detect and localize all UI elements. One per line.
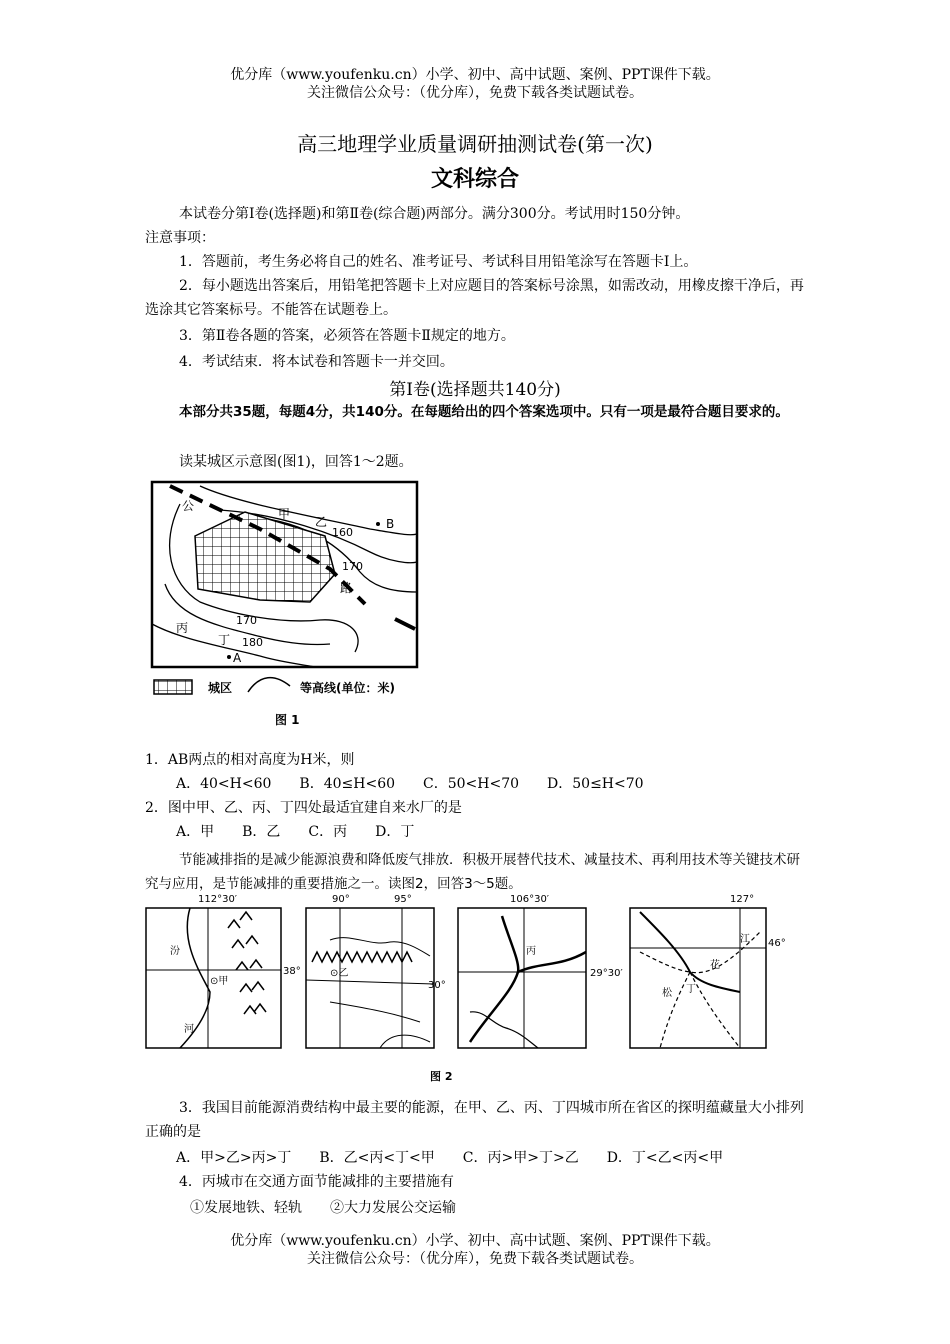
q1-option-a: A．40<H<60 — [176, 776, 272, 792]
figure-2-panel-2 — [306, 894, 446, 1048]
page-subtitle: 文科综合 — [430, 166, 519, 192]
notice-item-2: 2．每小题选出答案后，用铅笔把答题卡上对应题目的答案标号涂黑，如需改动，用橡皮擦干净后，再选涂其它答案标号。不能答在试题卷上。 — [145, 278, 804, 318]
q2-option-a: A．甲 — [176, 824, 215, 840]
label-bing: 丙 — [176, 621, 189, 635]
panel1-lon: 112°30′ — [198, 894, 238, 905]
q4-options — [190, 1196, 855, 1220]
panel2-lon2: 95° — [394, 894, 412, 905]
panel2-lat: 30° — [428, 980, 446, 991]
energy-intro: 节能减排指的是减少能源浪费和降低废气排放．积极开展替代技术、减量技术、再利用技术等关键技术研究与应用，是节能减排的重要措施之一。读图2，回答3～5题。 — [145, 852, 800, 892]
q3-option-a: A．甲>乙>丙>丁 — [176, 1150, 292, 1166]
legend-city-label: 城区 — [208, 681, 233, 695]
q3-option-d: D．丁<乙<丙<甲 — [606, 1150, 724, 1166]
figure-2-maps — [140, 892, 800, 1088]
notice-item-3: 3．第Ⅱ卷各题的答案，必须答在答题卡Ⅱ规定的地方。 — [179, 328, 515, 344]
section-title: 第Ⅰ卷(选择题共140分) — [389, 380, 561, 400]
figure-1-map — [140, 474, 440, 734]
q1-option-d: D．50≤H<70 — [547, 776, 644, 792]
q3-stem: 3．我国目前能源消费结构中最主要的能源，在甲、乙、丙、丁四城市所在省区的探明蕴藏量大小排列正确的是 — [145, 1100, 804, 1140]
panel4-hua: 花 — [710, 960, 720, 971]
highway-end — [395, 619, 415, 629]
section-description: 本部分共35题，每题4分，共140分。在每题给出的四个答案选项中。只有一项是最符合题目要求的。 — [179, 404, 789, 420]
q3-option-b: B．乙<丙<丁<甲 — [319, 1150, 435, 1166]
header-line-2: 关注微信公众号：（优分库），免费下载各类试题试卷。 — [307, 85, 643, 101]
point-a — [227, 655, 231, 659]
footer-line-1: 优分库（www.youfenku.cn）小学、初中、高中试题、案例、PPT课件下载。 — [230, 1233, 720, 1249]
q2-stem: 2．图中甲、乙、丙、丁四处最适宜建自来水厂的是 — [145, 800, 462, 816]
label-jia: 甲 — [278, 507, 291, 521]
label-ding: 丁 — [218, 633, 231, 647]
panel3-lat: 29°30′ — [590, 968, 623, 979]
figure-2-panel-1 — [146, 894, 301, 1048]
city-area — [195, 512, 335, 602]
panel1-he: 河 — [184, 1024, 194, 1035]
label-yi: 乙 — [315, 515, 328, 529]
legend-contour-swatch — [248, 678, 290, 692]
q1-option-b: B．40≤H<60 — [299, 776, 396, 792]
point-b — [376, 522, 380, 526]
label-170-a: 170 — [342, 560, 363, 573]
q2-options — [176, 820, 841, 844]
panel2-yi: ⊙乙 — [330, 968, 349, 979]
panel1-jia: ⊙甲 — [210, 976, 229, 987]
legend-city-swatch — [154, 680, 192, 694]
q1-options — [176, 772, 841, 796]
figure-1-caption: 图 1 — [275, 713, 300, 727]
q3-option-c: C．丙>甲>丁>乙 — [462, 1150, 579, 1166]
header-line-1: 优分库（www.youfenku.cn）小学、初中、高中试题、案例、PPT课件下载。 — [230, 67, 720, 83]
q2-option-c: C．丙 — [308, 824, 348, 840]
label-b: B — [386, 517, 395, 531]
q1-stem: 1．AB两点的相对高度为H米，则 — [145, 752, 355, 768]
panel3-bing: 丙 — [526, 946, 536, 957]
figure-2-caption: 图 2 — [430, 1070, 453, 1083]
panel4-jiang: 江 — [740, 934, 750, 945]
label-180: 180 — [242, 636, 263, 649]
panel4-lon: 127° — [730, 894, 755, 905]
panel3-lon: 106°30′ — [510, 894, 550, 905]
q4-option-1: ①发展地铁、轻轨 — [190, 1200, 302, 1216]
panel1-lat: 38° — [283, 966, 301, 977]
notice-item-4: 4．考试结束．将本试卷和答题卡一并交回。 — [179, 354, 454, 370]
q2-option-b: B．乙 — [242, 824, 281, 840]
figure-2-panel-3 — [458, 894, 623, 1048]
label-a: A — [233, 651, 242, 665]
figure-2-panel-4 — [630, 894, 786, 1048]
q1-option-c: C．50<H<70 — [423, 776, 520, 792]
panel4-lat: 46° — [768, 938, 786, 949]
panel1-fen: 汾 — [170, 946, 180, 957]
label-160: 160 — [332, 526, 353, 539]
q4-stem: 4．丙城市在交通方面节能减排的主要措施有 — [179, 1174, 454, 1190]
page-title: 高三地理学业质量调研抽测试卷(第一次) — [297, 132, 653, 156]
q4-option-2: ②大力发展公交运输 — [330, 1200, 456, 1216]
intro-text: 本试卷分第Ⅰ卷(选择题)和第Ⅱ卷(综合题)两部分。满分300分。考试用时150分钟。 — [179, 206, 690, 222]
q2-option-d: D．丁 — [375, 824, 415, 840]
notice-label: 注意事项： — [145, 230, 215, 246]
label-gong: 公 — [182, 499, 195, 513]
panel2-lon1: 90° — [332, 894, 350, 905]
notice-item-1: 1．答题前，考生务必将自己的姓名、准考证号、考试科目用铅笔涂写在答题卡Ⅰ上。 — [179, 254, 698, 270]
label-lu: 路 — [340, 581, 353, 595]
footer-line-2: 关注微信公众号：（优分库），免费下载各类试题试卷。 — [307, 1251, 643, 1267]
legend-contour-label: 等高线(单位：米) — [300, 681, 395, 695]
q3-options — [176, 1146, 841, 1170]
map-intro: 读某城区示意图(图1)，回答1～2题。 — [179, 454, 413, 470]
label-170-b: 170 — [236, 614, 257, 627]
panel4-ding: 丁 — [686, 984, 696, 995]
panel4-song: 松 — [662, 988, 672, 999]
